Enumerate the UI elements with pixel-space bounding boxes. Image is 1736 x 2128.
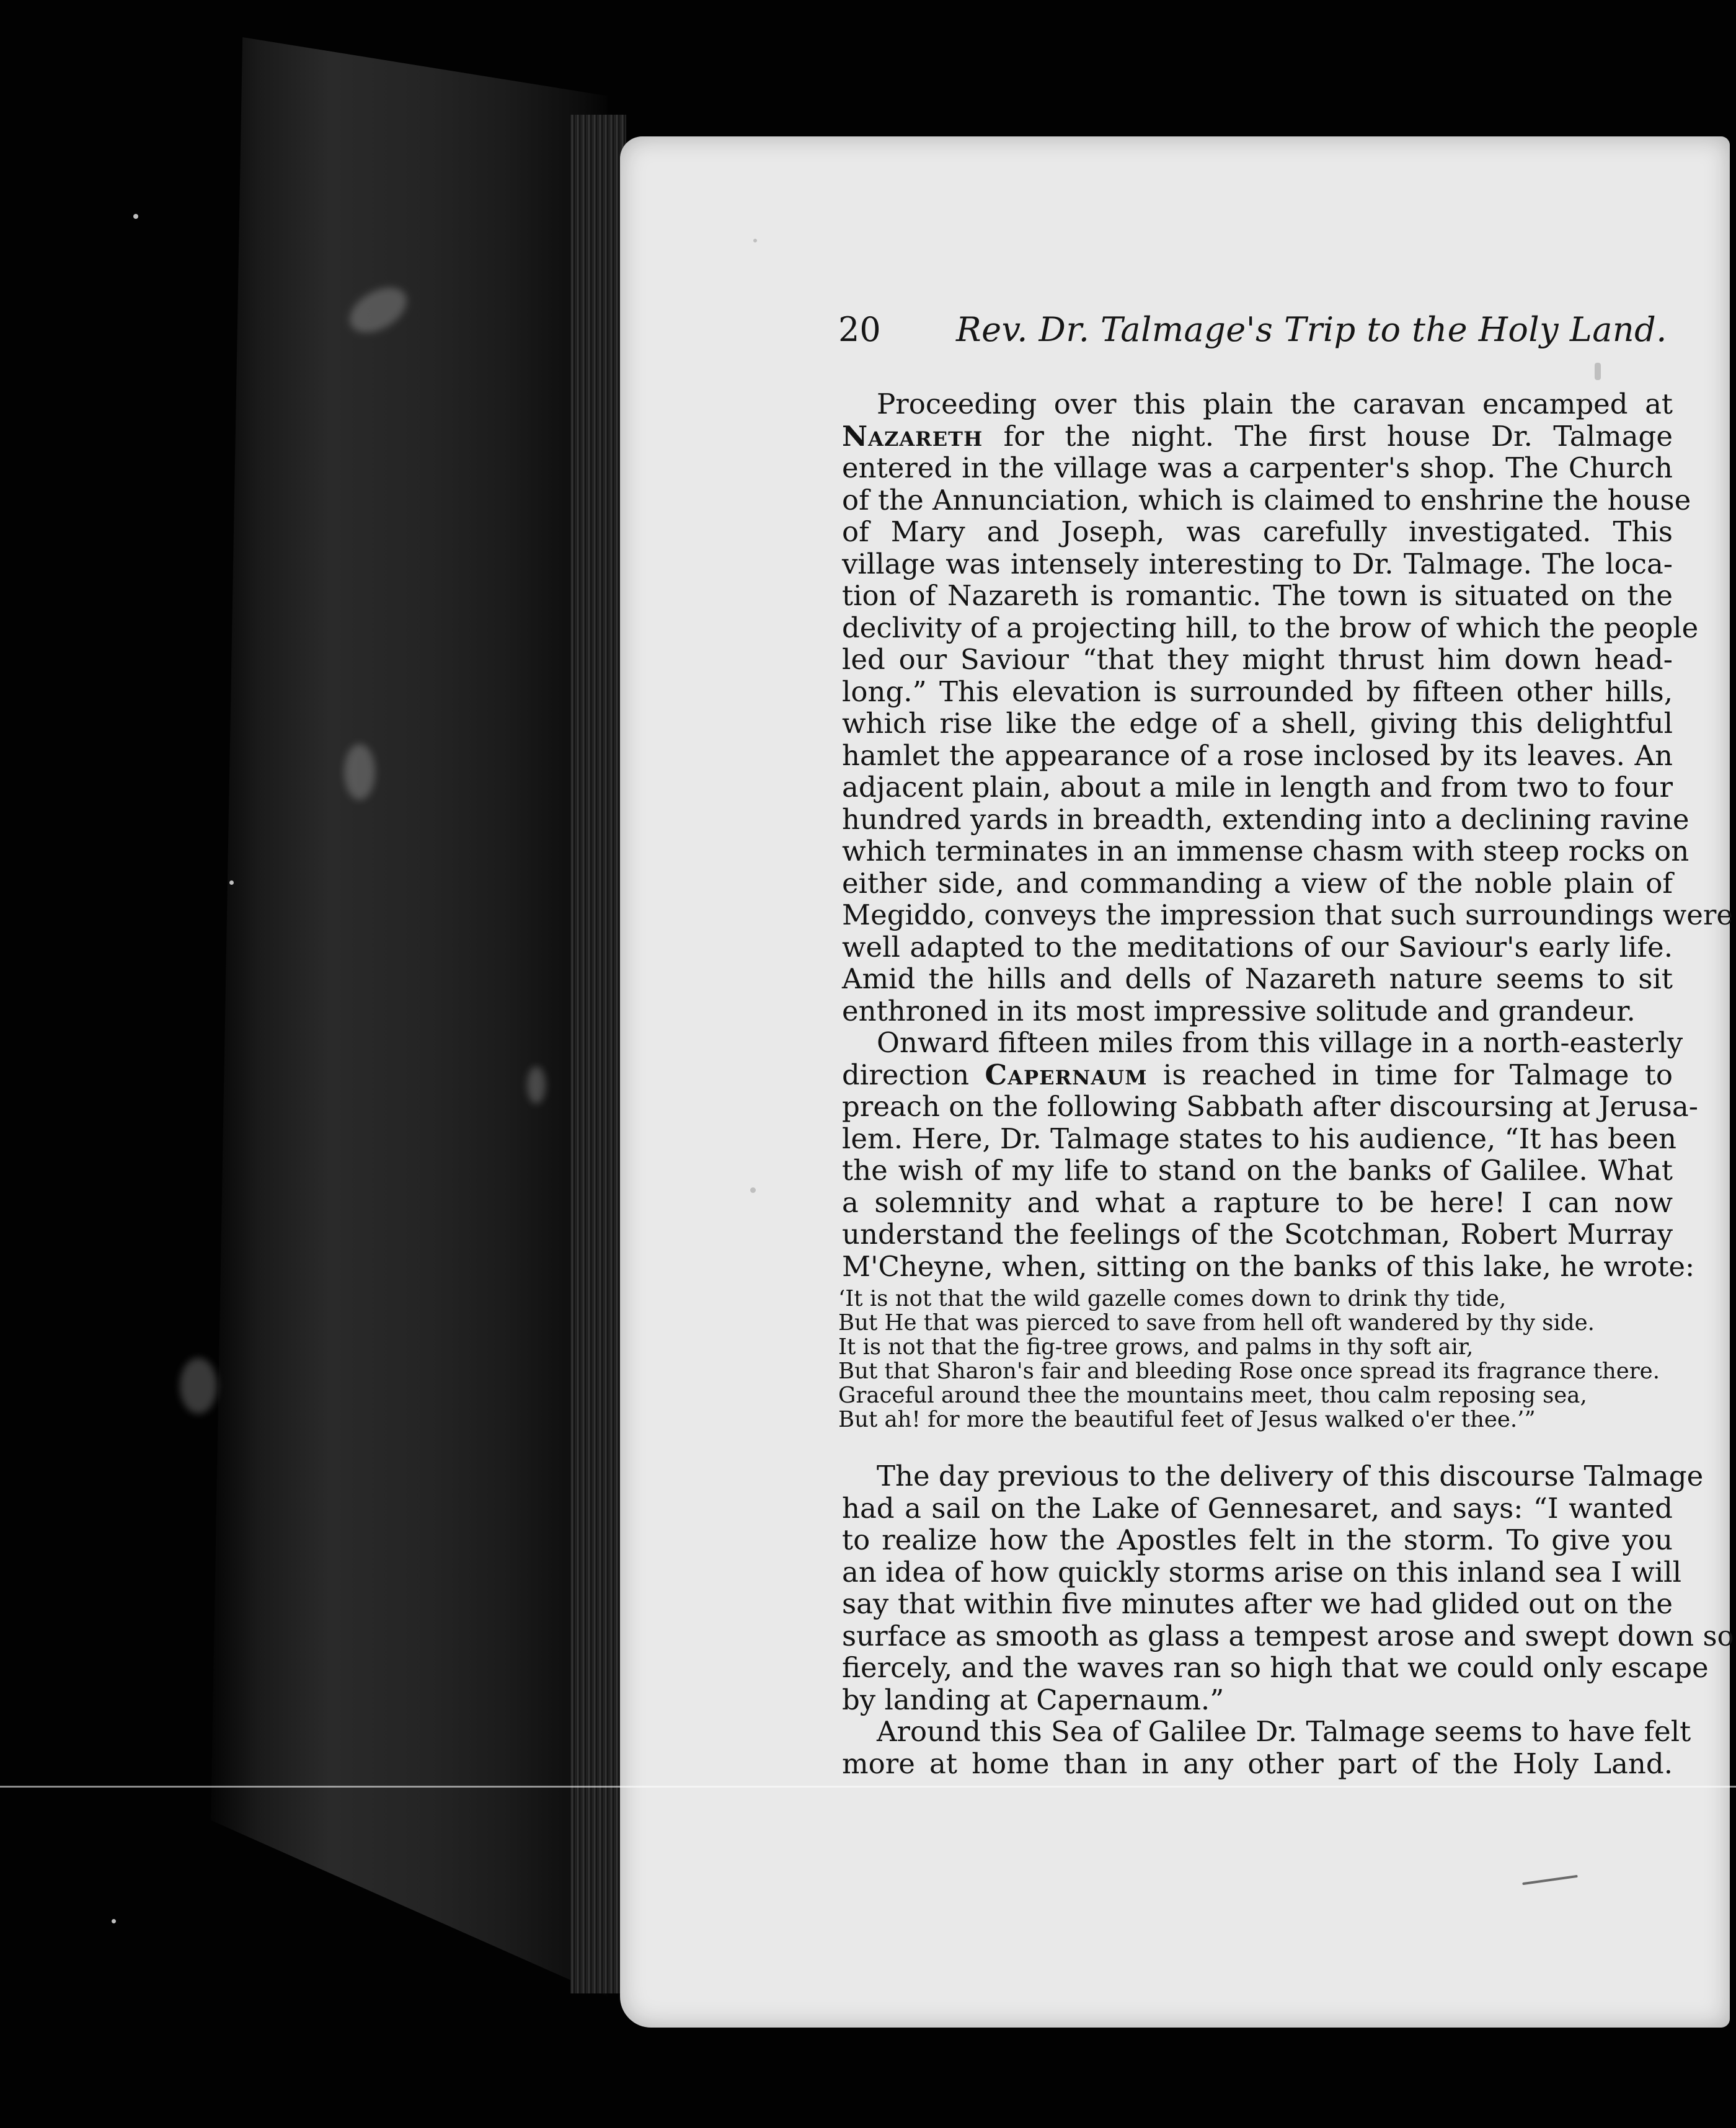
text-line: more at home than in any other part of the Holy Land. (842, 1747, 1673, 1780)
text-line: fiercely, and the waves ran so high that we could only escape (842, 1651, 1709, 1684)
text-line: say that within five minutes after we had glided out on the (842, 1587, 1673, 1620)
place-name: Capernaum (985, 1058, 1148, 1091)
spine-glare (527, 1066, 546, 1104)
text-line: either side, and commanding a view of the noble plain of (842, 866, 1673, 900)
body-text-top (842, 388, 1734, 1283)
dust-speck (229, 880, 234, 885)
text-line: the wish of my life to stand on the banks of Galilee. What (842, 1154, 1673, 1187)
text-line: Megiddo, conveys the impression that such surroundings were (842, 898, 1734, 931)
page-number: 20 (838, 310, 881, 349)
text-line: The day previous to the delivery of this discourse Talmage (877, 1460, 1704, 1492)
scan-artifact-line (0, 1786, 1736, 1788)
body-text-bottom (842, 1460, 1734, 1780)
running-title: Rev. Dr. Talmage's Trip to the Holy Land. (956, 310, 1667, 349)
dust-speck (112, 1919, 116, 1923)
dust-speck (133, 214, 138, 219)
text-line: enthroned in its most impressive solitude and grandeur. (842, 994, 1636, 1027)
text-line: hundred yards in breadth, extending into a declining ravine (842, 802, 1690, 836)
text-line: entered in the village was a carpenter's shop. The Church (842, 451, 1673, 484)
book-spine (211, 37, 608, 1997)
place-name: Nazareth (842, 419, 983, 453)
text-line: a solemnity and what a rapture to be here! I can now (842, 1186, 1673, 1219)
verse-line: ‘It is not that the wild gazelle comes down to drink thy tide, (838, 1286, 1507, 1311)
spine-glare (344, 744, 375, 800)
text-line: Nazareth for the night. The first house Dr. Talmage (842, 419, 1673, 453)
running-head (838, 310, 1667, 353)
text-line: of Mary and Joseph, was carefully investigated. This (842, 515, 1673, 548)
text-line: by landing at Capernaum.” (842, 1683, 1224, 1716)
text-line: long.” This elevation is surrounded by fifteen other hills, (842, 675, 1673, 708)
text-line: declivity of a projecting hill, to the brow of which the people (842, 611, 1699, 644)
text-line: had a sail on the Lake of Gennesaret, and says: “I wanted (842, 1491, 1673, 1525)
verse-line: But He that was pierced to save from hell oft wandered by thy side. (838, 1310, 1595, 1336)
text-line: hamlet the appearance of a rose inclosed by its leaves. An (842, 738, 1673, 772)
text-line: preach on the following Sabbath after discoursing at Jerusa- (842, 1090, 1698, 1123)
page-edges (570, 115, 626, 1993)
text-line: Amid the hills and dells of Nazareth nature seems to sit (842, 962, 1673, 995)
text-line: direction Capernaum is reached in time for Talmage to (842, 1058, 1673, 1091)
text-line: M'Cheyne, when, sitting on the banks of this lake, he wrote: (842, 1249, 1695, 1283)
text-line: an idea of how quickly storms arise on this inland sea I will (842, 1555, 1681, 1589)
text-line: which rise like the edge of a shell, giving this delightful (842, 707, 1673, 740)
verse-line: It is not that the fig-tree grows, and palms in thy soft air, (838, 1334, 1474, 1360)
verse-line: But ah! for more the beautiful feet of Jesus walked o'er thee.’” (838, 1407, 1536, 1432)
text-line: adjacent plain, about a mile in length and from two to four (842, 771, 1673, 804)
text-line: Around this Sea of Galilee Dr. Talmage seems to have felt (877, 1715, 1691, 1748)
text-line: led our Saviour “that they might thrust him down head- (842, 643, 1673, 676)
text-line: village was intensely interesting to Dr. Talmage. The loca- (842, 547, 1673, 580)
spine-glare (180, 1358, 217, 1414)
text-line: well adapted to the meditations of our Saviour's early life. (842, 930, 1673, 964)
text-line: surface as smooth as glass a tempest arose and swept down so (842, 1619, 1734, 1652)
text-line: which terminates in an immense chasm with steep rocks on (842, 835, 1690, 867)
dust-speck (1595, 363, 1601, 380)
dust-speck (753, 239, 757, 242)
text-line: tion of Nazareth is romantic. The town is situated on the (842, 579, 1673, 612)
text-line: to realize how the Apostles felt in the storm. To give you (842, 1523, 1673, 1556)
dust-speck (750, 1187, 756, 1193)
verse-line: But that Sharon's fair and bleeding Rose once spread its fragrance there. (838, 1359, 1660, 1384)
text-line: lem. Here, Dr. Talmage states to his audience, “It has been (842, 1122, 1677, 1155)
text-line: of the Annunciation, which is claimed to enshrine the house (842, 483, 1691, 516)
verse-quotation (838, 1287, 1669, 1432)
text-line: Onward fifteen miles from this village in a north-easterly (877, 1026, 1683, 1059)
text-line: understand the feelings of the Scotchman, Robert Murray (842, 1218, 1673, 1251)
text-line: Proceeding over this plain the caravan encamped at (877, 388, 1673, 420)
verse-line: Graceful around thee the mountains meet, thou calm reposing sea, (838, 1383, 1587, 1408)
